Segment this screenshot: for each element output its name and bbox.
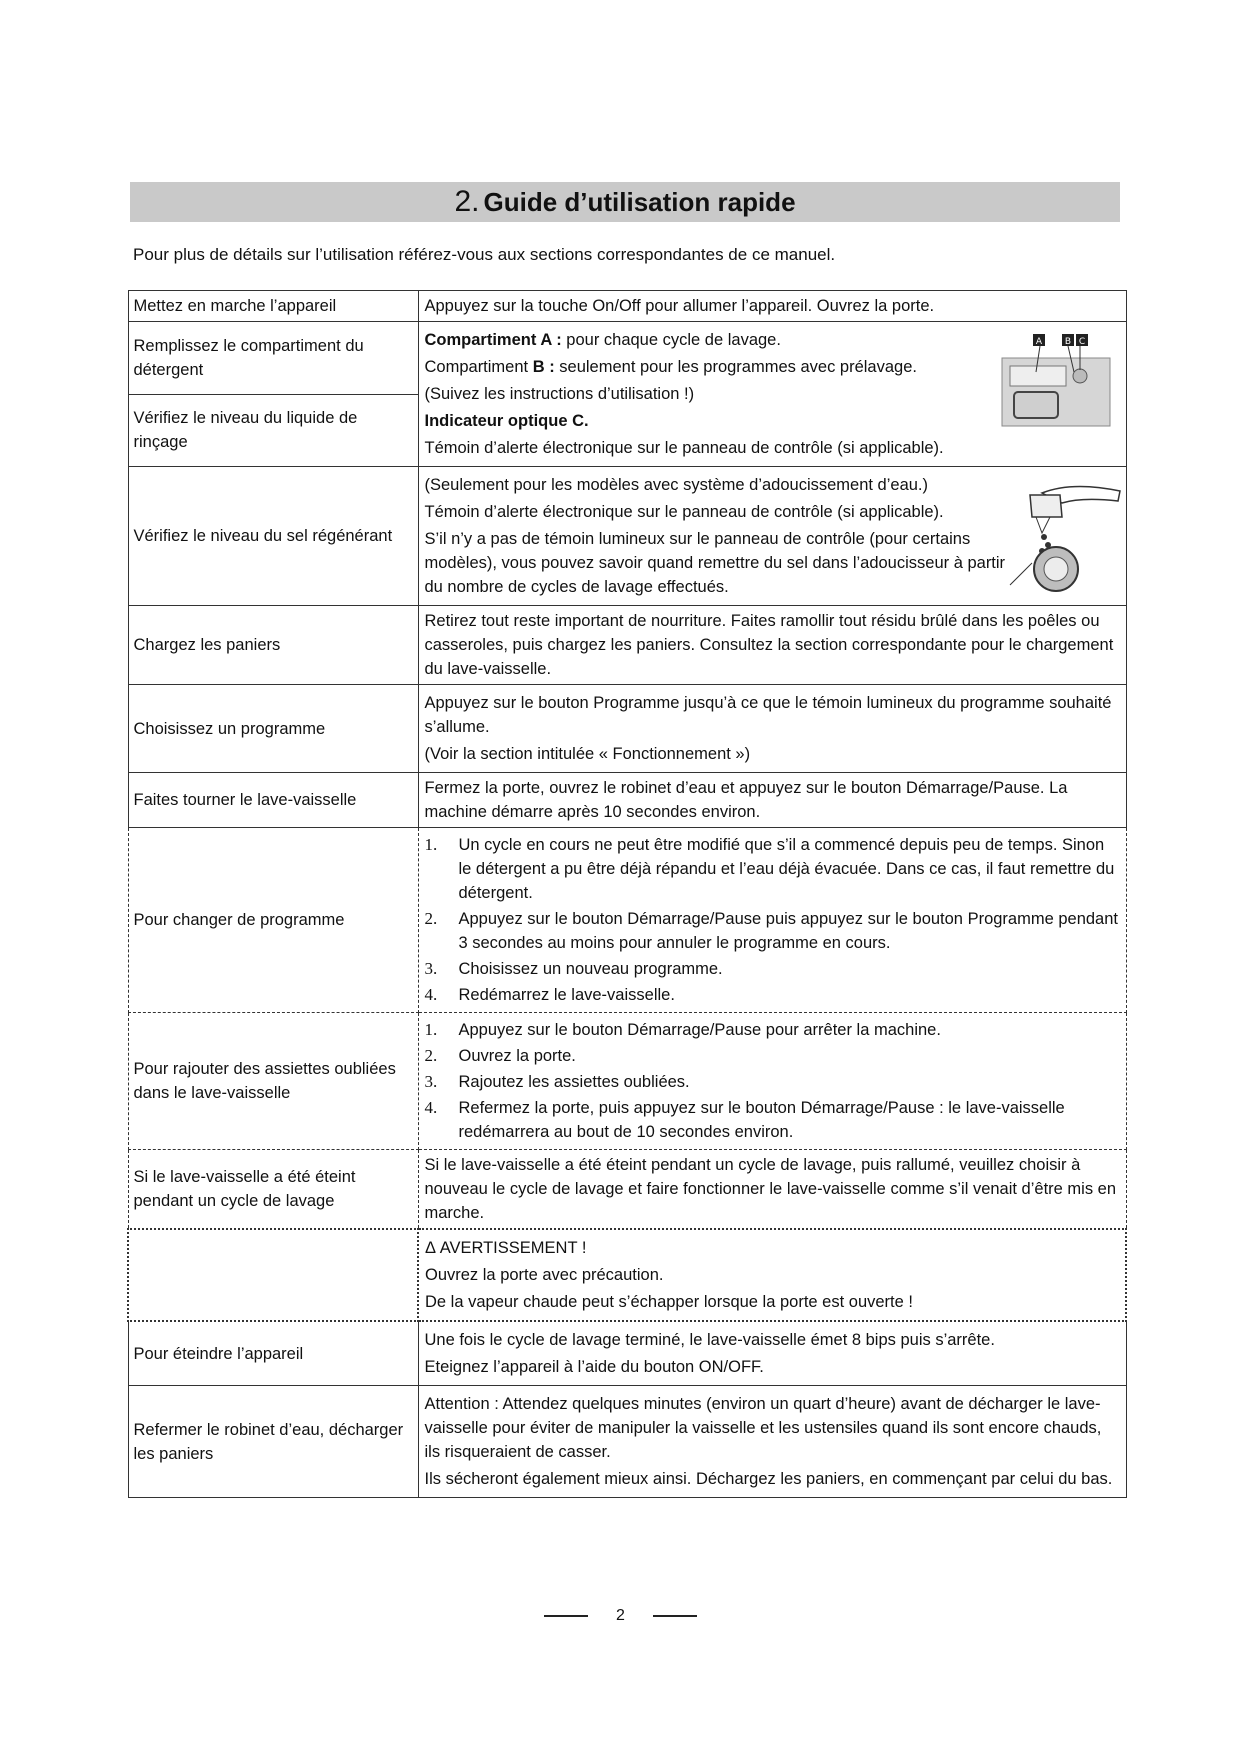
row-label: Faites tourner le lave-vaisselle xyxy=(128,773,418,828)
row-label: Vérifiez le niveau du sel régénérant xyxy=(128,467,418,606)
row-description: Attention : Attendez quelques minutes (environ un quart d’heure) avant de décharger le lave-vaisselle pour éviter de manipuler la vaisselle et les ustensiles quand ils sont encore chauds, ils risqueraient de casser. Ils sécheront également mieux ainsi. Déchargez les paniers, en commençant par celui du bas. xyxy=(418,1386,1126,1498)
list-item: 3. Choisissez un nouveau programme. xyxy=(424,959,723,978)
row-label: Pour éteindre l’appareil xyxy=(128,1321,418,1386)
row-label: Refermer le robinet d’eau, décharger les paniers xyxy=(128,1386,418,1498)
page-number: 2 xyxy=(616,1607,625,1624)
row-description: Retirez tout reste important de nourriture. Faites ramollir tout résidu brûlé dans les poêles ou casseroles, puis chargez les paniers. Consultez la section correspondante pour le chargement du lave-vaisselle. xyxy=(418,606,1126,685)
intro-text: Pour plus de détails sur l’utilisation référez-vous aux sections correspondantes de ce manuel. xyxy=(133,245,836,264)
row-label: Chargez les paniers xyxy=(128,606,418,685)
table-row xyxy=(128,1386,1126,1498)
table-row xyxy=(128,1150,1126,1230)
row-description xyxy=(418,322,1126,467)
list-item: 2. Ouvrez la porte. xyxy=(424,1046,576,1065)
table-row xyxy=(128,1229,1126,1321)
row-description: Une fois le cycle de lavage terminé, le lave-vaisselle émet 8 bips puis s’arrête. Eteignez l’appareil à l’aide du bouton ON/OFF. xyxy=(418,1321,1126,1386)
optical-indicator-line: Indicateur optique C. xyxy=(424,412,589,430)
page-footer xyxy=(0,1607,1241,1625)
table-row xyxy=(128,467,1126,606)
list-item: 4. Redémarrez le lave-vaisselle. xyxy=(424,985,675,1004)
table-row xyxy=(128,685,1126,773)
row-description: (Seulement pour les modèles avec système d’adoucissement d’eau.) Témoin d’alerte électronique sur le panneau de contrôle (si applicable). S’il n’y a pas de témoin lumineux sur le panneau de contrôle (pour certains modèles), vous pouvez savoir quand remettre du sel dans l’adoucisseur à partir du nombre de cycles de lavage effectués. xyxy=(418,467,1126,606)
row-description: Appuyez sur la touche On/Off pour allumer l’appareil. Ouvrez la porte. xyxy=(418,291,1126,322)
detergent-dispenser-illustration xyxy=(1000,332,1112,428)
warning-description: Δ AVERTISSEMENT ! Ouvrez la porte avec précaution. De la vapeur chaude peut s’échapper lorsque la porte est ouverte ! xyxy=(418,1229,1126,1321)
list-item: 1. Appuyez sur le bouton Démarrage/Pause pour arrêter la machine. xyxy=(424,1020,941,1039)
table-row xyxy=(128,773,1126,828)
row-description: Fermez la porte, ouvrez le robinet d’eau et appuyez sur le bouton Démarrage/Pause. La machine démarre après 10 secondes environ. xyxy=(418,773,1126,828)
rinse-alert-line: Témoin d’alerte électronique sur le panneau de contrôle (si applicable). xyxy=(424,439,944,457)
row-label: Vérifiez le niveau du liquide de rinçage xyxy=(128,394,418,467)
salt-refill-illustration xyxy=(1002,473,1122,593)
warning-title: Δ AVERTISSEMENT ! xyxy=(425,1239,587,1257)
add-dishes-steps xyxy=(425,1018,1120,1144)
row-description xyxy=(418,828,1126,1013)
table-row xyxy=(128,291,1126,322)
table-row xyxy=(128,322,1126,395)
row-label: Remplissez le compartiment du détergent xyxy=(128,322,418,395)
table-row xyxy=(128,828,1126,1013)
list-item: 3. Rajoutez les assiettes oubliées. xyxy=(424,1072,690,1091)
table-row xyxy=(128,1013,1126,1150)
section-title-bar xyxy=(130,182,1120,222)
row-label: Mettez en marche l’appareil xyxy=(128,291,418,322)
quick-guide-table xyxy=(127,290,1127,1498)
label-a: A xyxy=(1035,337,1042,347)
footer-rule-right xyxy=(653,1615,697,1617)
instructions-note: (Suivez les instructions d’utilisation !) xyxy=(424,385,695,403)
list-item: 1. Un cycle en cours ne peut être modifié que s’il a commencé depuis peu de temps. Sinon le détergent a pu être déjà répandu et l’eau déjà évacuée. Dans ce cas, il faut remettre du détergent. xyxy=(424,835,1115,902)
row-label: Pour rajouter des assiettes oubliées dans le lave-vaisselle xyxy=(128,1013,418,1150)
row-label: Pour changer de programme xyxy=(128,828,418,1013)
list-item: 2. Appuyez sur le bouton Démarrage/Pause puis appuyez sur le bouton Programme pendant 3 secondes au moins pour annuler le programme en cours. xyxy=(424,909,1118,952)
footer-rule-left xyxy=(544,1615,588,1617)
section-title: Guide d’utilisation rapide xyxy=(483,186,796,217)
row-label xyxy=(128,1229,418,1321)
label-b: B xyxy=(1064,337,1071,347)
compartment-b-line: Compartiment B : seulement pour les programmes avec prélavage. xyxy=(424,358,917,376)
change-program-steps xyxy=(425,833,1120,1007)
compartment-a-line: Compartiment A : pour chaque cycle de lavage. xyxy=(424,331,781,349)
row-label: Choisissez un programme xyxy=(128,685,418,773)
table-row xyxy=(128,606,1126,685)
list-item: 4. Refermez la porte, puis appuyez sur le bouton Démarrage/Pause : le lave-vaisselle redémarrera au bout de 10 secondes environ. xyxy=(424,1098,1065,1141)
row-description: Si le lave-vaisselle a été éteint pendant un cycle de lavage, puis rallumé, veuillez choisir à nouveau le cycle de lavage et faire fonctionner le lave-vaisselle comme s’il venait d’être mis en marche. xyxy=(418,1150,1126,1230)
row-label: Si le lave-vaisselle a été éteint pendant un cycle de lavage xyxy=(128,1150,418,1230)
row-description: Appuyez sur le bouton Programme jusqu’à ce que le témoin lumineux du programme souhaité s’allume. (Voir la section intitulée « Fonctionnement ») xyxy=(418,685,1126,773)
section-number: 2. xyxy=(454,185,480,218)
label-c: C xyxy=(1078,337,1085,347)
row-description xyxy=(418,1013,1126,1150)
table-row xyxy=(128,1321,1126,1386)
